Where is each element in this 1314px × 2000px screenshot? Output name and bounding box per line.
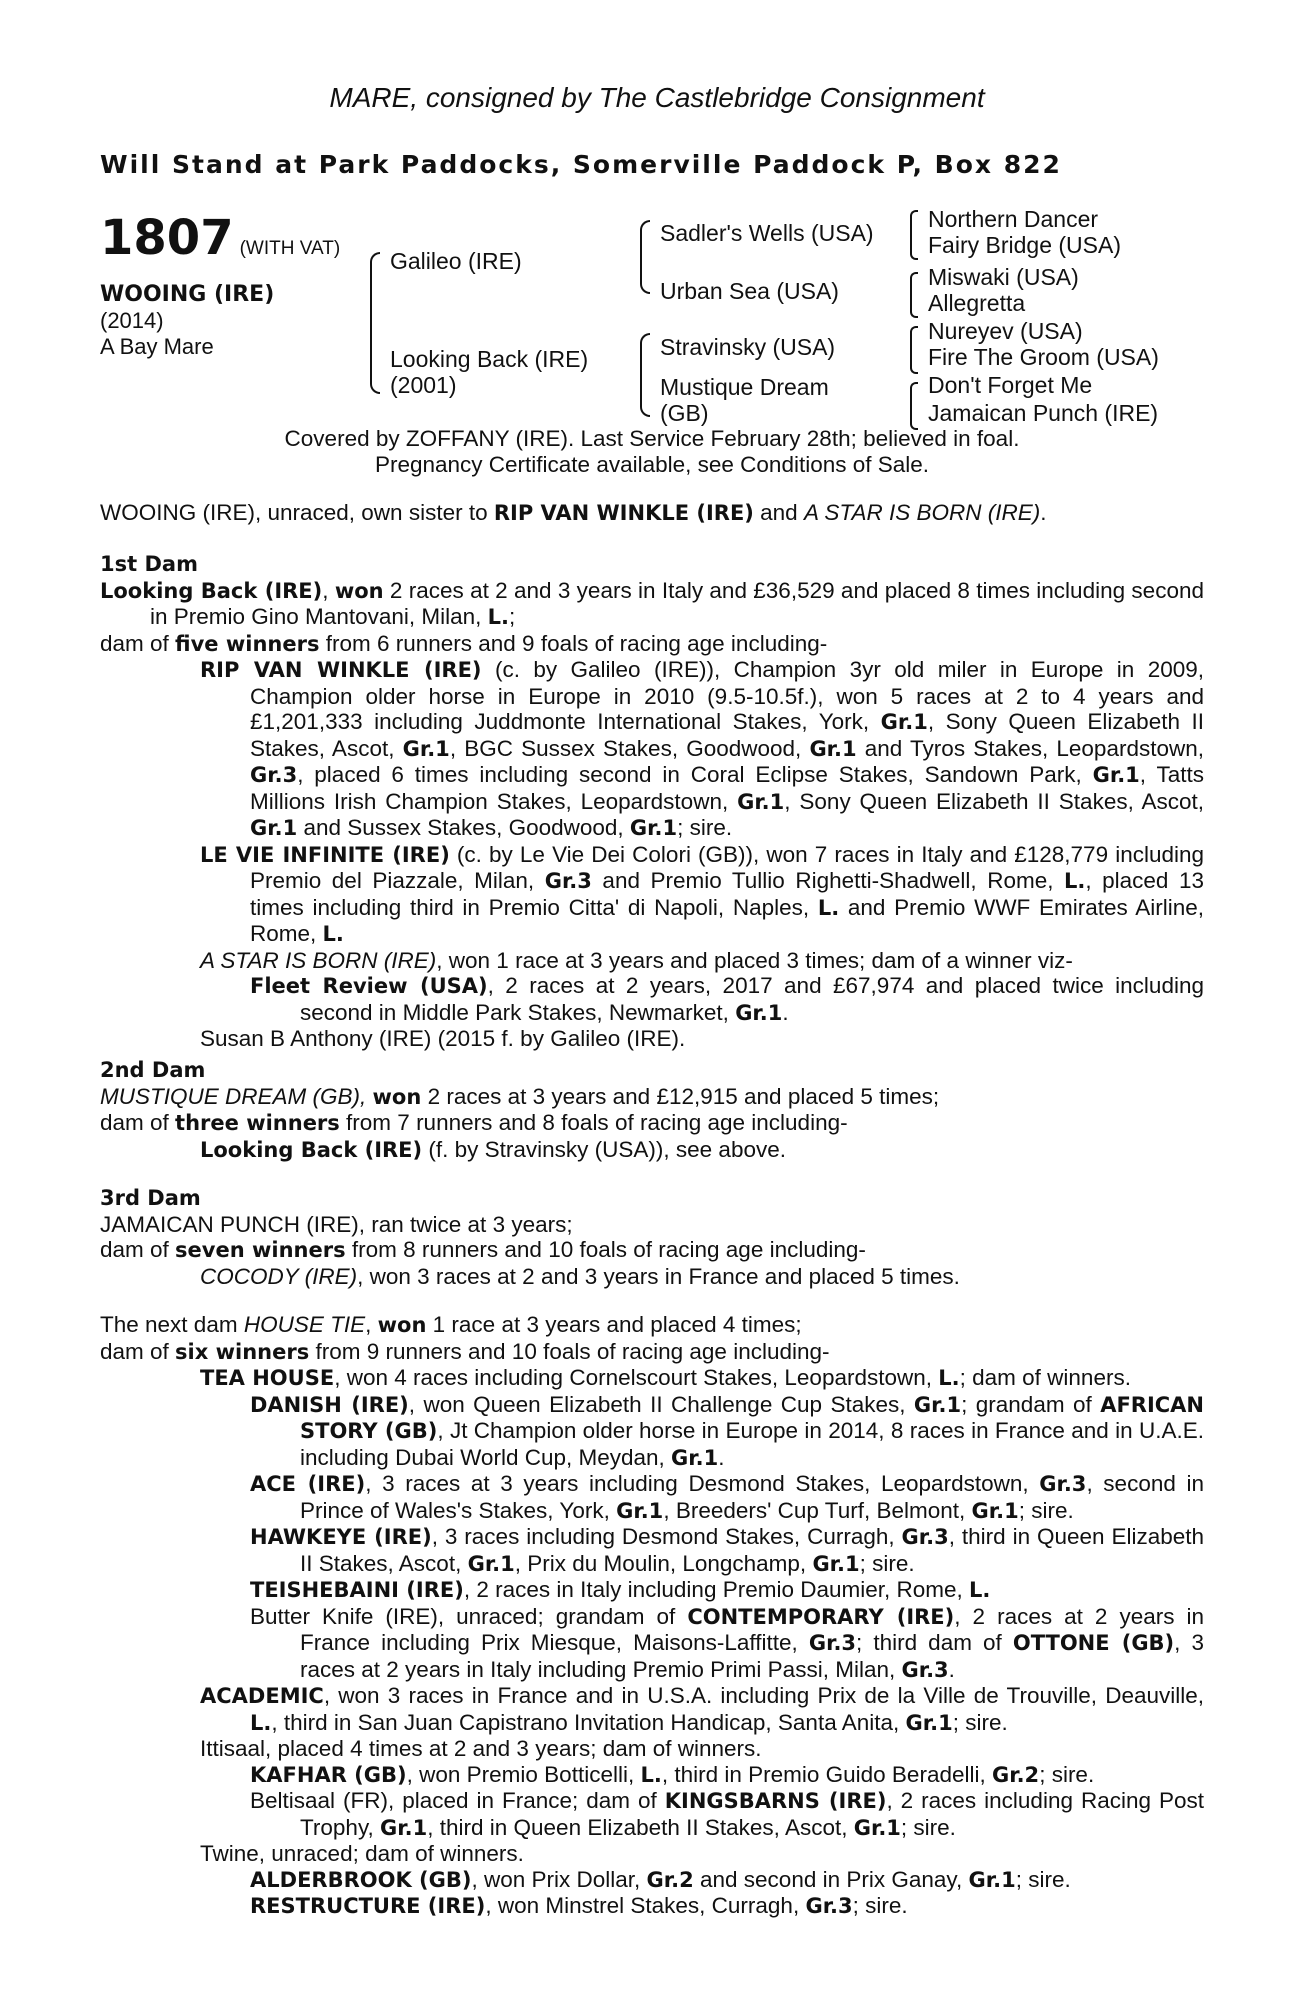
pedigree-dam-sire: Stravinsky (USA) — [660, 334, 836, 360]
text: and Premio WWF Emirates Airline, Rome, — [250, 894, 1204, 946]
pedigree-sire-sire: Sadler's Wells (USA) — [660, 220, 874, 246]
text: , 2 races in Italy including Premio Daumier, Rome, — [463, 1577, 970, 1602]
horse-name: CONTEMPORARY (IRE) — [687, 1604, 955, 1629]
produce-item: Twine, unraced; dam of winners. — [200, 1841, 524, 1866]
section-heading: 3rd Dam — [100, 1186, 201, 1210]
text: , — [365, 1312, 378, 1337]
winners: five winners — [175, 631, 320, 656]
produce-item — [100, 1365, 1204, 1392]
horse-name: WOOING (IRE) — [100, 282, 275, 307]
horse-name: TEISHEBAINI (IRE) — [250, 1578, 464, 1602]
pedigree-sss: Northern Dancer — [928, 206, 1099, 232]
text: , 3 races at 3 years including Desmond Stakes, Leopardstown, — [365, 1471, 1040, 1496]
grade: Gr.1 — [671, 1445, 719, 1470]
text: and Tyros Stakes, Leopardstown, — [856, 735, 1204, 761]
text: and Sussex Stakes, Goodwood, — [297, 815, 630, 840]
grade: Gr.1 — [853, 1815, 901, 1840]
horse-description: A Bay Mare — [100, 334, 214, 359]
text: . — [782, 999, 789, 1025]
produce-item — [100, 1893, 1204, 1920]
pedigree-ssd: Fairy Bridge (USA) — [928, 232, 1121, 258]
pedigree-bracket — [370, 252, 380, 394]
pedigree-ddd: Jamaican Punch (IRE) — [928, 400, 1159, 426]
text: The next dam — [100, 1312, 244, 1337]
next-dam-section — [100, 1312, 1204, 1920]
text: , 3 races including Desmond Stakes, Curragh, — [431, 1524, 902, 1549]
dam-name: Looking Back (IRE) — [100, 578, 323, 603]
text: (c. by Le Vie Dei Colori (GB)), won 7 races in Italy and £128,779 including Premio del Piazzale, Milan, — [250, 841, 1205, 893]
vat-note: (WITH VAT) — [239, 238, 341, 259]
text: , third in Queen Elizabeth II Stakes, Ascot, — [427, 1814, 854, 1840]
text: 1 race at 3 years and placed 4 times; — [426, 1312, 802, 1337]
cover-note — [100, 426, 1204, 477]
pedigree-dss: Nureyev (USA) — [928, 318, 1083, 344]
cover-line: Covered by ZOFFANY (IRE). Last Service February 28th; believed in foal. — [284, 426, 1020, 451]
pedigree-bracket — [910, 382, 918, 430]
grade: Gr.1 — [1092, 763, 1140, 787]
listed: L. — [817, 895, 840, 920]
third-dam-section — [100, 1186, 1204, 1289]
horse-name: KAFHAR (GB) — [250, 1762, 407, 1787]
grade: Gr.1 — [616, 1498, 664, 1523]
stand-location: Will Stand at Park Paddocks, Somerville Paddock P, Box 822 — [100, 150, 1062, 179]
horse-name: AFRICAN STORY (GB) — [300, 1392, 1205, 1443]
text: . — [948, 1656, 955, 1682]
text: ; sire. — [952, 1709, 1008, 1735]
produce-item — [100, 1524, 1204, 1577]
won: won — [372, 1084, 422, 1109]
produce-item — [100, 1867, 1204, 1894]
text: 2 races at 2 and 3 years in Italy and £36,529 and placed 8 times including second in Premio Gino Mantovani, Milan, — [150, 577, 1204, 629]
grade: Gr.1 — [737, 789, 785, 814]
pedigree-sdd: Allegretta — [928, 290, 1026, 316]
text: , 2 races including Racing Post Trophy, — [300, 1788, 1204, 1840]
dam-name: MUSTIQUE DREAM (GB), — [100, 1083, 367, 1109]
text: , Jt Champion older horse in Europe in 2014, 8 races in France and in U.A.E. including Dubai World Cup, Meydan, — [300, 1418, 1205, 1470]
horse-name: Looking Back (IRE) — [200, 1137, 423, 1162]
text: ; sire. — [1018, 1497, 1074, 1523]
pedigree-bracket — [910, 210, 918, 260]
lot-number: 1807 — [100, 210, 234, 266]
intro-sibling-name: RIP VAN WINKLE (IRE) — [493, 501, 754, 525]
listed: L. — [322, 922, 344, 946]
grade: Gr.1 — [735, 1000, 783, 1025]
grade: Gr.3 — [901, 1657, 949, 1682]
produce-item — [100, 973, 1204, 1026]
text: dam of — [100, 630, 176, 656]
pedigree-sds: Miswaki (USA) — [928, 264, 1079, 290]
text: Butter Knife (IRE), unraced; grandam of — [250, 1603, 688, 1629]
pedigree-bracket — [640, 333, 650, 417]
grade: Gr.3 — [805, 1894, 853, 1918]
horse-name: TEA HOUSE — [200, 1366, 335, 1390]
text: , 3 races at 2 years in Italy including Premio Primi Passi, Milan, — [300, 1630, 1204, 1682]
horse-name: Fleet Review (USA) — [250, 974, 488, 998]
horse-name: ACADEMIC — [200, 1684, 324, 1708]
pedigree-sire-dam: Urban Sea (USA) — [660, 278, 839, 304]
produce-item — [100, 1788, 1204, 1841]
horse-name: KINGSBARNS (IRE) — [664, 1789, 887, 1813]
text: , placed 6 times including second in Coral Eclipse Stakes, Sandown Park, — [297, 762, 1093, 787]
horse-name: RIP VAN WINKLE (IRE) — [200, 658, 482, 682]
intro-line — [100, 500, 1204, 527]
intro-text: WOOING (IRE), unraced, own sister to — [100, 500, 494, 525]
grade: Gr.3 — [250, 763, 298, 787]
winners: six winners — [175, 1339, 310, 1364]
text: , won Queen Elizabeth II Challenge Cup Stakes, — [408, 1391, 914, 1417]
produce-item — [100, 1762, 1204, 1789]
text: ; grandam of — [961, 1391, 1101, 1417]
pedigree-dam-year: (2001) — [390, 372, 457, 398]
text: , won 3 races in France and in U.S.A. including Prix de la Ville de Trouville, Deauville, — [323, 1683, 1204, 1708]
produce-item — [100, 1577, 1204, 1604]
produce-item — [100, 1264, 1204, 1290]
text: ; — [509, 604, 516, 629]
consignor-header: MARE, consigned by The Castlebridge Consignment — [329, 82, 985, 113]
horse-name: OTTONE (GB) — [1012, 1631, 1175, 1655]
grade: Gr.1 — [812, 1551, 860, 1576]
text: , second in Prince of Wales's Stakes, York, — [300, 1471, 1204, 1523]
grade: Gr.3 — [808, 1631, 857, 1655]
grade: Gr.1 — [968, 1867, 1016, 1892]
grade: Gr.3 — [901, 1525, 949, 1549]
produce-item — [100, 1604, 1204, 1684]
pedigree-dsd: Fire The Groom (USA) — [928, 344, 1159, 370]
text: , won 1 race at 3 years and placed 3 times; dam of a winner viz- — [436, 947, 1073, 973]
pedigree-bracket — [910, 272, 918, 318]
lot-number-line — [100, 210, 340, 266]
text: , Sony Queen Elizabeth II Stakes, Ascot, — [250, 709, 1204, 761]
grade: Gr.2 — [991, 1762, 1040, 1787]
text: ; sire. — [1039, 1761, 1095, 1787]
text: , placed 13 times including third in Premio Citta' di Napoli, Naples, — [250, 868, 1204, 920]
text: dam of — [100, 1110, 176, 1135]
text: , won Prix Dollar, — [471, 1866, 647, 1892]
grade: Gr.1 — [809, 736, 857, 761]
pregnancy-line: Pregnancy Certificate available, see Conditions of Sale. — [374, 451, 930, 477]
text: , third in Premio Guido Beradelli, — [661, 1761, 992, 1787]
grade: Gr.3 — [1039, 1472, 1087, 1496]
won: won — [377, 1313, 427, 1337]
winners: three winners — [175, 1111, 340, 1135]
produce-item — [100, 657, 1204, 842]
text: ; sire. — [900, 1814, 956, 1840]
text: , Tatts Millions Irish Champion Stakes, Leopardstown, — [250, 762, 1204, 814]
pedigree-dam: Looking Back (IRE) — [390, 346, 589, 372]
intro-text: and — [753, 500, 804, 525]
text: from 9 runners and 10 foals of racing age including- — [309, 1338, 830, 1364]
horse-name: A STAR IS BORN (IRE) — [200, 947, 437, 973]
text: (c. by Galileo (IRE)), Champion 3yr old miler in Europe in 2009, Champion older horse in Europe in 2010 (9.5-10.5f.), won 5 races at 2 to 4 years and £1,201,333 including Juddmonte International Stakes, York, — [250, 657, 1204, 734]
text: , won Minstrel Stakes, Curragh, — [485, 1893, 806, 1918]
grade: Gr.1 — [402, 736, 450, 761]
text: (f. by Stravinsky (USA)), see above. — [422, 1136, 786, 1162]
dam-record — [100, 1312, 1204, 1339]
pedigree-bracket — [910, 326, 918, 374]
pedigree-dam-dam-country: (GB) — [660, 400, 709, 426]
section-heading: 1st Dam — [100, 552, 198, 576]
horse-year: (2014) — [100, 308, 164, 333]
text: , 2 races at 2 years in France including Prix Miesque, Maisons-Laffitte, — [300, 1603, 1205, 1655]
listed: L. — [640, 1762, 662, 1787]
produce-item — [100, 1683, 1204, 1736]
text: dam of — [100, 1338, 176, 1364]
horse-name: ACE (IRE) — [250, 1472, 366, 1496]
grade: Gr.1 — [905, 1710, 953, 1735]
text: , won 3 races at 2 and 3 years in France and placed 5 times. — [357, 1263, 960, 1289]
grade: Gr.1 — [467, 1551, 515, 1576]
text: , BGC Sussex Stakes, Goodwood, — [449, 735, 810, 761]
produce-item — [100, 1471, 1204, 1524]
text: ; sire. — [852, 1893, 908, 1918]
text: ; sire. — [677, 815, 733, 840]
grade: Gr.2 — [646, 1867, 694, 1892]
listed: L. — [487, 605, 510, 629]
text: from 7 runners and 8 foals of racing age including- — [339, 1110, 848, 1135]
pedigree-dds: Don't Forget Me — [928, 372, 1093, 398]
produce-item — [100, 842, 1204, 948]
text: ; dam of winners. — [959, 1365, 1131, 1390]
text: from 8 runners and 10 foals of racing age including- — [345, 1237, 866, 1262]
pedigree-sire: Galileo (IRE) — [390, 248, 522, 274]
produce-summary — [100, 1237, 1204, 1264]
first-dam-section — [100, 552, 1204, 1052]
pedigree-bracket — [640, 220, 650, 294]
produce-summary — [100, 1110, 1204, 1137]
text: , Breeders' Cup Turf, Belmont, — [663, 1497, 972, 1523]
text: from 6 runners and 9 foals of racing age including- — [319, 630, 828, 656]
text: dam of — [100, 1237, 176, 1262]
listed: L. — [1064, 869, 1086, 893]
intro-sibling-name: A STAR IS BORN (IRE) — [803, 500, 1041, 525]
produce-item — [100, 1392, 1204, 1472]
grade: Gr.1 — [913, 1392, 962, 1417]
produce-item: Ittisaal, placed 4 times at 2 and 3 years; dam of winners. — [200, 1736, 762, 1761]
dam-record: JAMAICAN PUNCH (IRE), ran twice at 3 years; — [100, 1211, 573, 1237]
intro-text: . — [1040, 500, 1047, 525]
text: , Sony Queen Elizabeth II Stakes, Ascot, — [784, 788, 1204, 814]
listed: L. — [938, 1366, 960, 1390]
text: and second in Prix Ganay, — [693, 1866, 969, 1892]
grade: Gr.3 — [544, 869, 592, 893]
second-dam-section — [100, 1058, 1204, 1163]
text: , third in San Juan Capistrano Invitation Handicap, Santa Anita, — [271, 1709, 906, 1735]
produce-item — [100, 1137, 1204, 1164]
horse-name: DANISH (IRE) — [250, 1392, 409, 1417]
produce-item — [100, 948, 1204, 974]
listed: L. — [969, 1578, 991, 1602]
horse-name: LE VIE INFINITE (IRE) — [200, 842, 450, 867]
grade: Gr.1 — [880, 710, 928, 734]
text: , third in Queen Elizabeth II Stakes, Ascot, — [300, 1524, 1205, 1576]
text: , won 4 races including Cornelscourt Stakes, Leopardstown, — [334, 1365, 939, 1390]
grade: Gr.1 — [250, 816, 298, 840]
text: Beltisaal (FR), placed in France; dam of — [250, 1788, 665, 1813]
text: ; third dam of — [856, 1630, 1013, 1655]
dam-record — [100, 1084, 1204, 1111]
text: 2 races at 3 years and £12,915 and placed 5 times; — [421, 1083, 940, 1109]
grade: Gr.1 — [380, 1815, 428, 1840]
text: , Prix du Moulin, Longchamp, — [514, 1550, 813, 1576]
grade: Gr.1 — [629, 816, 678, 840]
text: ; sire. — [859, 1550, 915, 1576]
section-heading: 2nd Dam — [100, 1058, 206, 1082]
listed: L. — [250, 1710, 272, 1735]
dam-name: HOUSE TIE — [243, 1312, 366, 1337]
dam-record: Looking Back (IRE), won 2 races at 2 and 3 years in Italy and £36,529 and placed 8 times including second in Premio Gino Mantovani, Milan, L.; — [100, 577, 1204, 629]
horse-name: ALDERBROOK (GB) — [250, 1867, 472, 1892]
produce-summary — [100, 631, 1204, 658]
pedigree-dam-dam: Mustique Dream — [660, 374, 829, 400]
horse-name: RESTRUCTURE (IRE) — [250, 1894, 486, 1918]
grade: Gr.1 — [971, 1498, 1019, 1523]
text: ; sire. — [1015, 1866, 1071, 1892]
text: . — [718, 1444, 725, 1470]
text: , 2 races at 2 years, 2017 and £67,974 and placed twice including second in Middle Park Stakes, Newmarket, — [300, 973, 1204, 1025]
horse-name: HAWKEYE (IRE) — [250, 1525, 432, 1549]
winners: seven winners — [175, 1238, 346, 1262]
produce-item: Susan B Anthony (IRE) (2015 f. by Galileo (IRE). — [200, 1026, 686, 1051]
produce-summary — [100, 1339, 1204, 1366]
won: won — [334, 578, 384, 603]
horse-name: COCODY (IRE) — [200, 1263, 358, 1289]
text: and Premio Tullio Righetti-Shadwell, Rome, — [591, 868, 1064, 893]
text: , won Premio Botticelli, — [406, 1761, 641, 1787]
